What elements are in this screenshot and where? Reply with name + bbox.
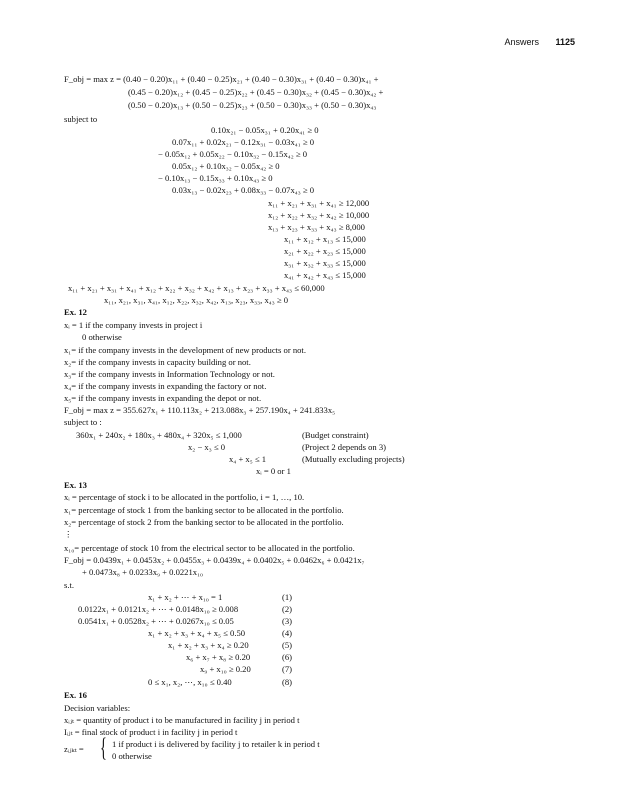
ex12-def-otherwise: 0 otherwise (82, 332, 122, 342)
ex16-decision-variables: Decision variables: (64, 703, 131, 713)
constraint: x₂₁ + x₂₂ + x₂₃ ≤ 15,000 (284, 246, 366, 256)
ex13-def-x2: x₂= percentage of stock 2 from the banking sector to be allocated in the portfolio. (64, 517, 344, 527)
constraint: 0.07x₁₁ + 0.02x₂₁ − 0.12x₃₁ − 0.03x₄₁ ≥ 0 (172, 137, 315, 147)
ex16-z-case-2: 0 otherwise (112, 751, 152, 761)
ex13-objective-1: F_obj = 0.0439x₁ + 0.0453x₂ + 0.0455x₃ + 0.0439x₄ + 0.0402x₅ + 0.0462x₆ + 0.0421x₇ (64, 555, 365, 565)
ex13-constraint: x₉ + x₁₀ ≥ 0.20 (200, 664, 251, 674)
constraint: − 0.05x₁₂ + 0.05x₂₂ − 0.10x₃₂ − 0.15x₄₂ ≥ 0 (158, 149, 308, 159)
constraint: x₃₁ + x₃₂ + x₃₃ ≤ 15,000 (284, 258, 366, 268)
constraint-nonneg: x₁₁, x₂₁, x₃₁, x₄₁, x₁₂, x₂₂, x₃₂, x₄₂, x₁₃, x₂₃, x₃₃, x₄₃ ≥ 0 (104, 295, 289, 305)
ex13-objective-2: + 0.0473x₈ + 0.0233x₉ + 0.0221x₁₀ (82, 567, 204, 577)
ex12-constraint-4: xᵢ = 0 or 1 (256, 466, 291, 476)
ex13-def-x10: x₁₀= percentage of stock 10 from the electrical sector to be allocated in the portfolio. (64, 543, 355, 553)
ex13-constraint: 0 ≤ x₁, x₂, ⋯, x₁₀ ≤ 0.40 (148, 677, 232, 687)
constraint: 0.05x₁₂ + 0.10x₃₂ − 0.05x₄₂ ≥ 0 (172, 161, 280, 171)
constraint: x₁₃ + x₂₃ + x₃₃ + x₄₃ ≥ 8,000 (268, 222, 365, 232)
header-section: Answers (504, 37, 539, 47)
ex16-title: Ex. 16 (64, 690, 87, 700)
left-brace: { (100, 733, 107, 762)
ex16-z-label: zᵢⱼₖₜ = (64, 744, 84, 754)
ex16-def-x: xᵢⱼₜ = quantity of product i to be manufactured in facility j in period t (64, 715, 300, 725)
constraint: 0.10x₂₁ − 0.05x₃₁ + 0.20x₄₁ ≥ 0 (211, 125, 319, 135)
ex12-def: xᵢ = 1 if the company invests in project i (64, 320, 203, 330)
constraint: x₁₁ + x₁₂ + x₁₃ ≤ 15,000 (284, 234, 366, 244)
ex12-x3: x₃= if the company invests in Information Technology or not. (64, 369, 275, 379)
running-header (490, 37, 575, 47)
ex12-x4: x₄= if the company invests in expanding the factory or not. (64, 381, 267, 391)
constraint: − 0.10x₁₃ − 0.15x₃₃ + 0.10x₄₃ ≥ 0 (158, 173, 273, 183)
ex13-constraint: x₁ + x₂ + x₃ + x₄ ≥ 0.20 (168, 640, 249, 650)
ex12-note-3: (Mutually excluding projects) (302, 454, 405, 464)
ex13-constraint: x₁ + x₂ + x₃ + x₄ + x₅ ≤ 0.50 (148, 628, 246, 638)
ex12-x1: x₁= if the company invests in the development of new products or not. (64, 345, 306, 355)
ex12-constraint-3: x₄ + x₅ ≤ 1 (229, 454, 267, 464)
ex13-constraint-number: (8) (282, 677, 293, 687)
constraint: x₄₁ + x₄₂ + x₄₃ ≤ 15,000 (284, 270, 366, 280)
constraint: 0.03x₁₃ − 0.02x₂₃ + 0.08x₃₃ − 0.07x₄₃ ≥ 0 (172, 185, 315, 195)
ex13-st: s.t. (64, 580, 75, 590)
ex13-constraint-number: (5) (282, 640, 293, 650)
ex13-constraint-number: (6) (282, 652, 293, 662)
ex12-note-2: (Project 2 depends on 3) (302, 442, 387, 452)
ex13-constraint-number: (1) (282, 592, 293, 602)
ex13-title: Ex. 13 (64, 480, 87, 490)
ex13-constraint: 0.0122x₁ + 0.0121x₂ + ⋯ + 0.0148x₁₀ ≥ 0.008 (78, 604, 239, 614)
constraint: x₁₁ + x₂₁ + x₃₁ + x₄₁ + x₁₂ + x₂₂ + x₃₂ + x₄₂ + x₁₃ + x₂₃ + x₃₃ + x₄₃ ≤ 60,000 (68, 283, 325, 293)
ex12-note-1: (Budget constraint) (302, 430, 369, 440)
ex16-z-case-1: 1 if product i is delivered by facility j to retailer k in period t (112, 739, 320, 749)
subject-to: subject to (64, 114, 98, 124)
objective-line-3: (0.50 − 0.20)x₁₃ + (0.50 − 0.25)x₂₃ + (0.50 − 0.30)x₃₃ + (0.50 − 0.30)x₄₃ (128, 100, 377, 110)
ex13-constraint: 0.0541x₁ + 0.0528x₂ + ⋯ + 0.0267x₁₀ ≤ 0.05 (78, 616, 234, 626)
constraint: x₁₁ + x₂₁ + x₃₁ + x₄₁ ≥ 12,000 (268, 198, 370, 208)
objective-line-1: F_obj = max z = (0.40 − 0.20)x₁₁ + (0.40 − 0.25)x₂₁ + (0.40 − 0.30)x₃₁ + (0.40 − 0.30)x₄₁ + (64, 74, 379, 84)
page-number: 1125 (555, 37, 575, 47)
ex13-constraint-number: (2) (282, 604, 293, 614)
ex13-constraint: x₆ + x₇ + x₈ ≥ 0.20 (186, 652, 251, 662)
ex12-x5: x₅= if the company invests in expanding the depot or not. (64, 393, 262, 403)
ex13-constraint-number: (3) (282, 616, 293, 626)
ex13-def: xᵢ = percentage of stock i to be allocated in the portfolio, i = 1, …, 10. (64, 492, 305, 502)
ex12-x2: x₂= if the company invests in capacity building or not. (64, 357, 251, 367)
ex13-def-x1: x₁= percentage of stock 1 from the banking sector to be allocated in the portfolio. (64, 505, 344, 515)
ex12-title: Ex. 12 (64, 307, 87, 317)
ex13-constraint: x₁ + x₂ + ⋯ + x₁₀ = 1 (148, 592, 223, 602)
ex13-vdots: ⋮ (64, 529, 73, 539)
ex12-subject-to: subject to : (64, 417, 102, 427)
ex12-objective: F_obj = max z = 355.627x₁ + 110.113x₂ + 213.088x₃ + 257.190x₄ + 241.833x₅ (64, 405, 336, 415)
objective-line-2: (0.45 − 0.20)x₁₂ + (0.45 − 0.25)x₂₂ + (0.45 − 0.30)x₃₂ + (0.45 − 0.30)x₄₂ + (128, 87, 384, 97)
ex12-constraint-2: x₂ − x₃ ≤ 0 (188, 442, 226, 452)
constraint: x₁₂ + x₂₂ + x₃₂ + x₄₂ ≥ 10,000 (268, 210, 370, 220)
ex13-constraint-number: (7) (282, 664, 293, 674)
ex12-constraint-1: 360x₁ + 240x₂ + 180x₃ + 480x₄ + 320x₅ ≤ 1,000 (76, 430, 242, 440)
ex13-constraint-number: (4) (282, 628, 293, 638)
ex16-def-I: Iᵢⱼₜ = final stock of product i in facility j in period t (64, 727, 238, 737)
